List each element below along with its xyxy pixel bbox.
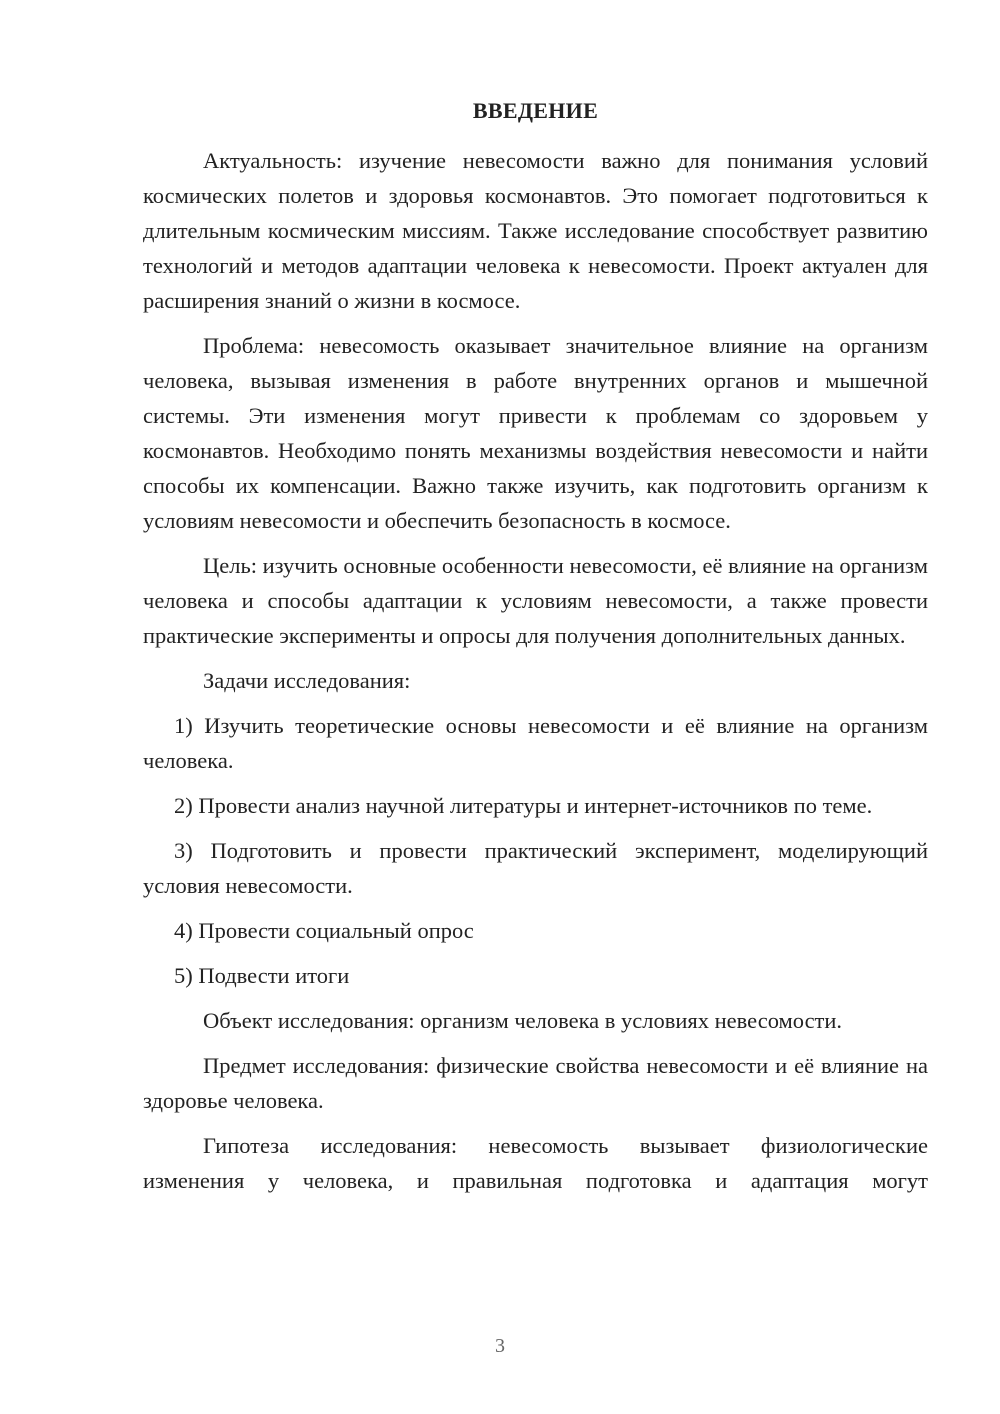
- goal-paragraph: Цель: изучить основные особенности невесомости, её влияние на организм человека и способы адаптации к условиям невесомости, а также провести практические эксперименты и опросы для получения дополнительных данных.: [143, 553, 928, 648]
- task-item-4: 4) Провести социальный опрос: [174, 918, 474, 943]
- tasks-heading: Задачи исследования:: [203, 668, 411, 693]
- page-number: 3: [495, 1335, 505, 1357]
- document-page: [143, 0, 928, 1414]
- subject-paragraph: Предмет исследования: физические свойства невесомости и её влияние на здоровье человека.: [143, 1053, 928, 1113]
- section-heading: ВВЕДЕНИЕ: [472, 98, 599, 123]
- task-item-3: 3) Подготовить и провести практический эксперимент, моделирующий условия невесомости.: [143, 838, 928, 898]
- object-paragraph: Объект исследования: организм человека в условиях невесомости.: [203, 1008, 843, 1033]
- hypothesis-paragraph: Гипотеза исследования: невесомость вызывает физиологические изменения у человека, и правильная подготовка и адаптация могут: [143, 1133, 928, 1193]
- problem-paragraph: Проблема: невесомость оказывает значительное влияние на организм человека, вызывая изменения в работе внутренних органов и мышечной системы. Эти изменения могут привести к проблемам со здоровьем у космонавтов. Необходимо понять механизмы воздействия невесомости и найти способы их компенсации. Важно также изучить, как подготовить организм к условиям невесомости и обеспечить безопасность в космосе.: [143, 333, 928, 533]
- task-item-2: 2) Провести анализ научной литературы и интернет-источников по теме.: [174, 793, 873, 818]
- task-item-1: 1) Изучить теоретические основы невесомости и её влияние на организм человека.: [143, 713, 928, 773]
- relevance-paragraph: Актуальность: изучение невесомости важно для понимания условий космических полетов и здоровья космонавтов. Это помогает подготовиться к длительным космическим миссиям. Также исследование способствует развитию технологий и методов адаптации человека к невесомости. Проект актуален для расширения знаний о жизни в космосе.: [143, 148, 928, 313]
- document-body: [143, 143, 928, 1208]
- task-item-5: 5) Подвести итоги: [174, 963, 350, 988]
